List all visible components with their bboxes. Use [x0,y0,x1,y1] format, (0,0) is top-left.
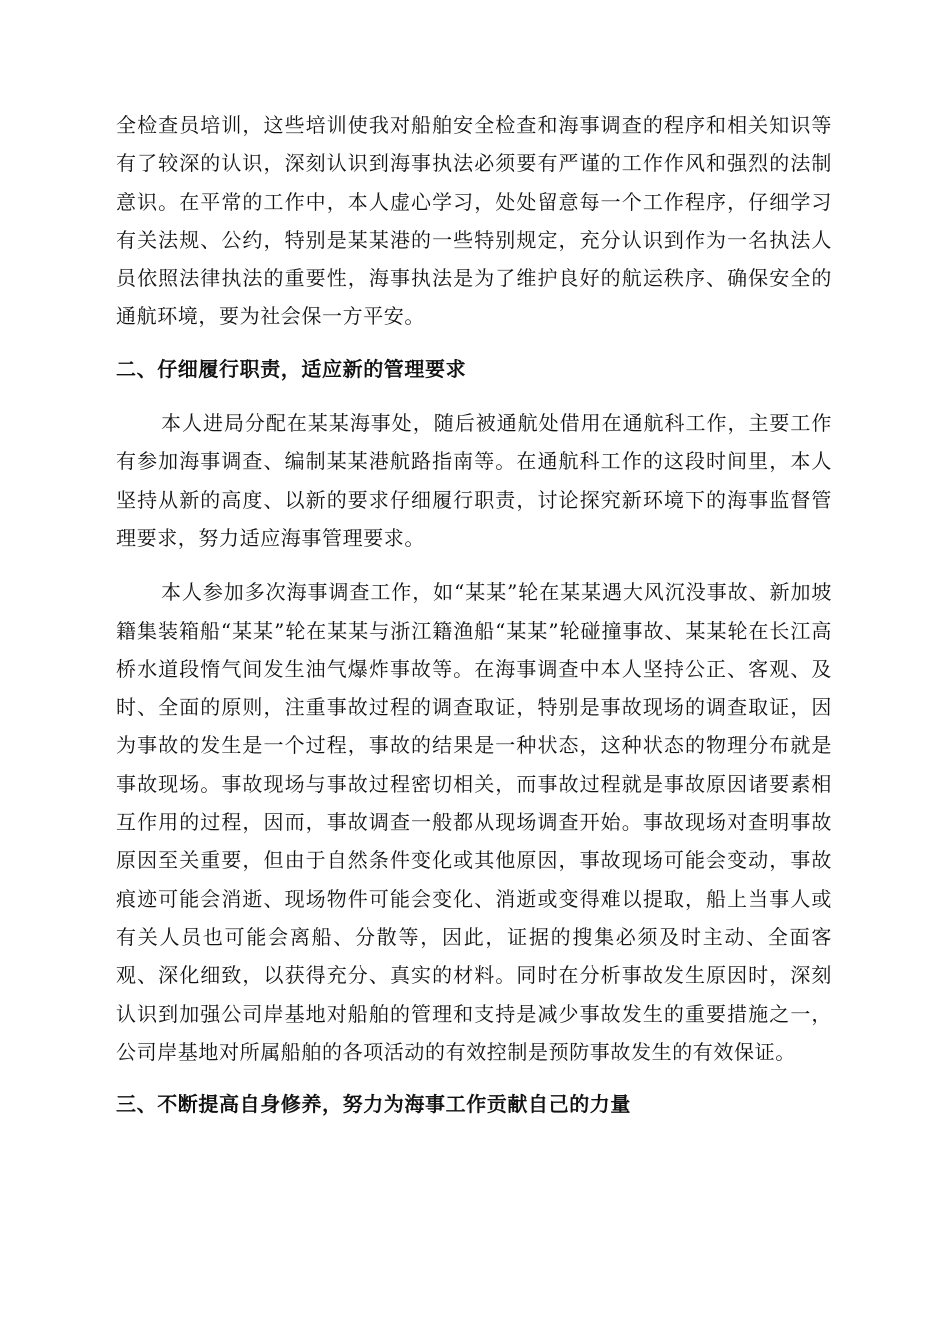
paragraph-training: 全检查员培训，这些培训使我对船舶安全检查和海事调查的程序和相关知识等有了较深的认识，深刻认识到海事执法必须要有严谨的工作作风和强烈的法制意识。在平常的工作中，本人虚心学习，处处留意每一个工作程序，仔细学习有关法规、公约，特别是某某港的一些特别规定，充分认识到作为一名执法人员依照法律执法的重要性，海事执法是为了维护良好的航运秩序、确保安全的通航环境，要为社会保一方平安。 [116,113,832,329]
section-heading-3: 三、不断提高自身修养，努力为海事工作贡献自己的力量 [116,1092,631,1117]
document-page [116,106,832,1123]
paragraph-duties: 本人进局分配在某某海事处，随后被通航处借用在通航科工作，主要工作有参加海事调查、编制某某港航路指南等。在通航科工作的这段时间里，本人坚持从新的高度、以新的要求仔细履行职责，讨论探究新环境下的海事监督管理要求，努力适应海事管理要求。 [116,411,832,550]
section-heading-2: 二、仔细履行职责，适应新的管理要求 [116,356,467,381]
paragraph-investigation: 本人参加多次海事调查工作，如“某某”轮在某某遇大风沉没事故、新加坡籍集装箱船“某某”轮在某某与浙江籍渔船“某某”轮碰撞事故、某某轮在长江高桥水道段惰气间发生油气爆炸事故等。在海事调查中本人坚持公正、客观、及时、全面的原则，注重事故过程的调查取证，特别是事故现场的调查取证，因为事故的发生是一个过程，事故的结果是一种状态，这种状态的物理分布就是事故现场。事故现场与事故过程密切相关，而事故过程就是事故原因诸要素相互作用的过程，因而，事故调查一般都从现场调查开始。事故现场对查明事故原因至关重要，但由于自然条件变化或其他原因，事故现场可能会变动，事故痕迹可能会消逝、现场物件可能会变化、消逝或变得难以提取，船上当事人或有关人员也可能会离船、分散等，因此，证据的搜集必须及时主动、全面客观、深化细致，以获得充分、真实的材料。同时在分析事故发生原因时，深刻认识到加强公司岸基地对船舶的管理和支持是减少事故发生的重要措施之一，公司岸基地对所属船舶的各项活动的有效控制是预防事故发生的有效保证。 [116,580,832,1064]
